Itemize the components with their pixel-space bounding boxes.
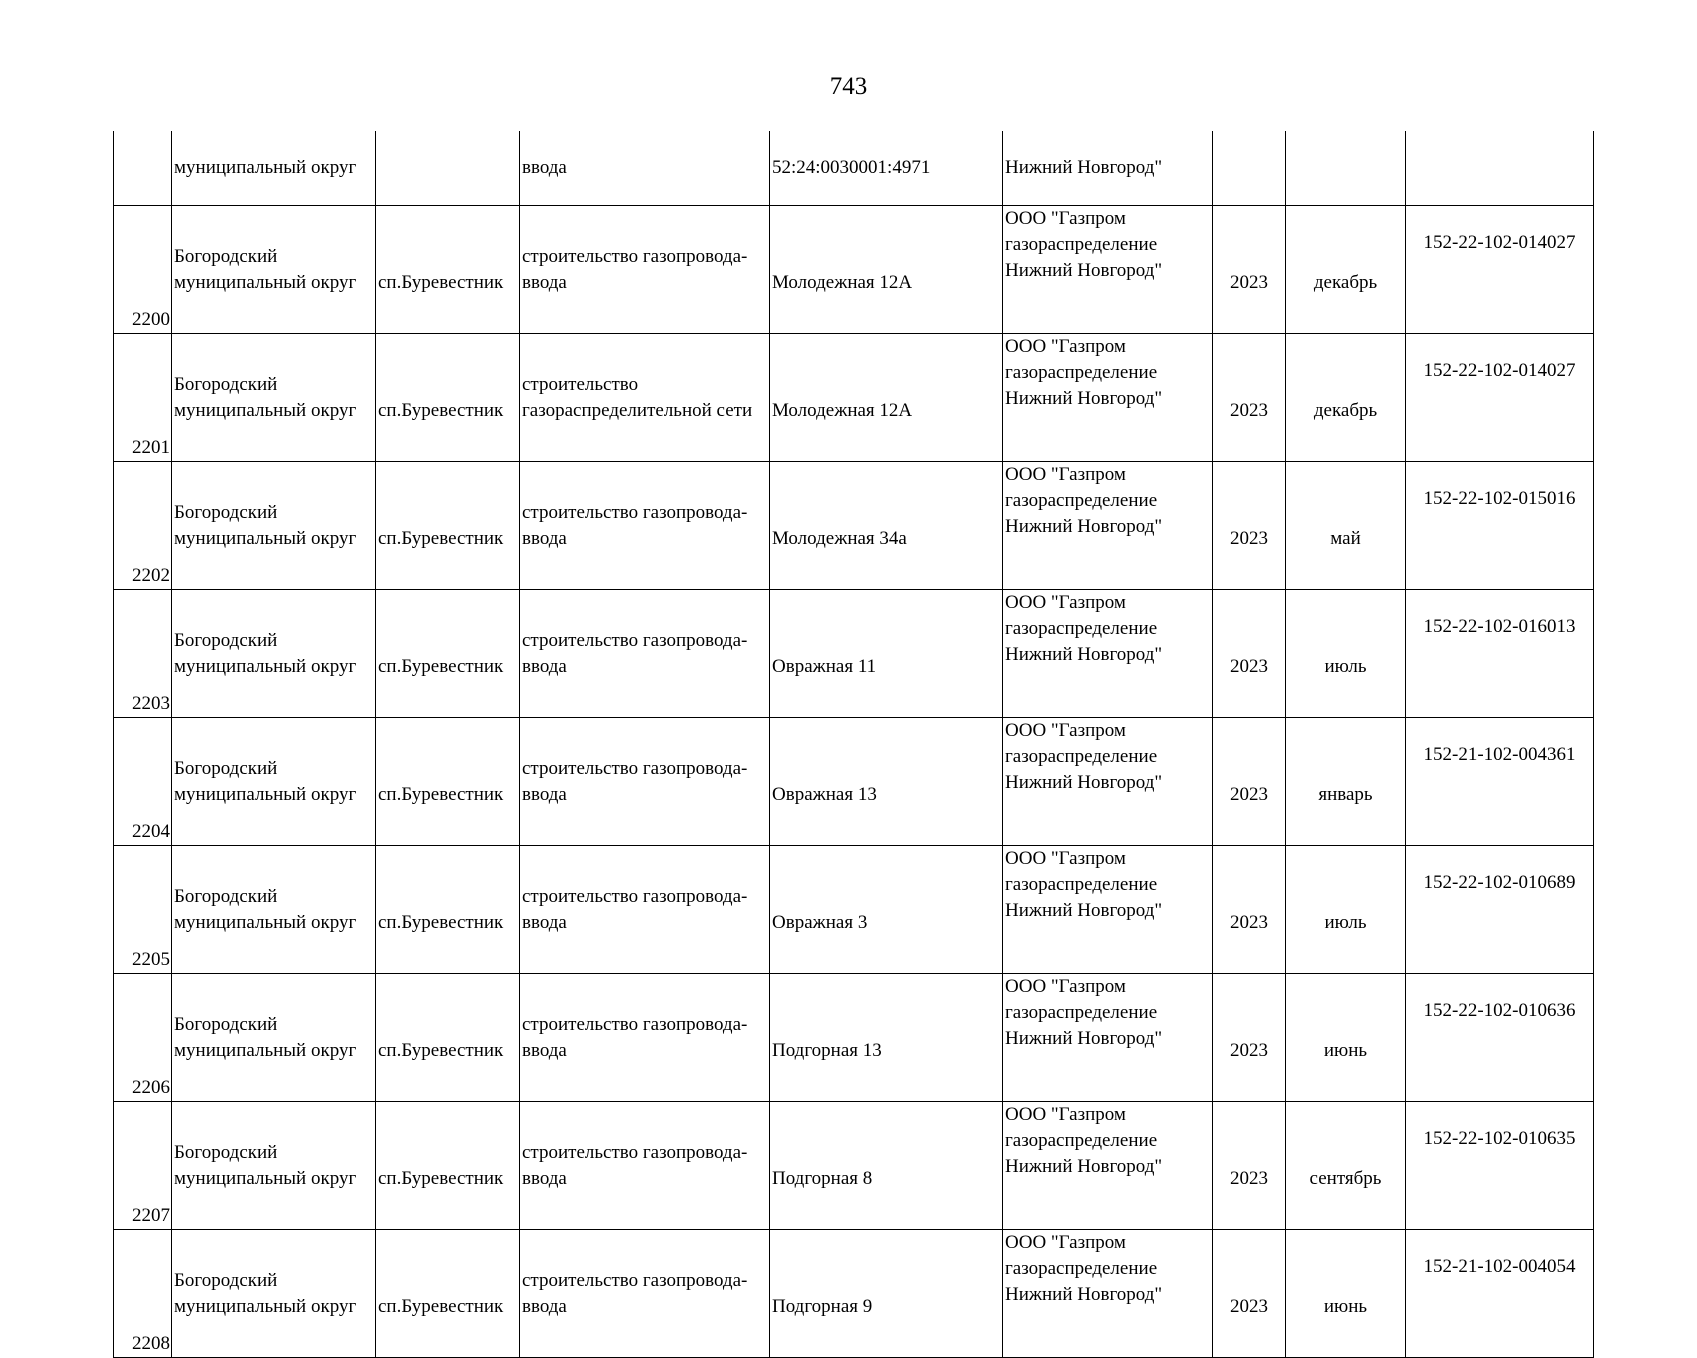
- cell-address: 52:24:0030001:4971: [770, 131, 1003, 206]
- cell-month: [1286, 718, 1406, 846]
- cell-num: 2203: [114, 590, 172, 718]
- cell-month: [1286, 1102, 1406, 1230]
- cell-settlement: сп.Буревестник: [376, 974, 520, 1102]
- cell-address: Овражная 3: [770, 846, 1003, 974]
- cell-year: [1213, 206, 1286, 334]
- cell-year-text: 2023: [1230, 527, 1268, 549]
- cell-num: 2204: [114, 718, 172, 846]
- cell-address: Овражная 13: [770, 718, 1003, 846]
- cell-address: Молодежная 34а: [770, 462, 1003, 590]
- cell-month: [1286, 462, 1406, 590]
- cell-settlement: сп.Буревестник: [376, 206, 520, 334]
- cell-num: 2201: [114, 334, 172, 462]
- cell-work: строительство газопровода- ввода: [520, 590, 770, 718]
- cell-num: 2206: [114, 974, 172, 1102]
- cell-month-text: июль: [1324, 655, 1367, 677]
- cell-organization: ООО "Газпром газораспределение Нижний Новгород": [1003, 206, 1213, 334]
- cell-settlement: сп.Буревестник: [376, 590, 520, 718]
- cell-month: [1286, 590, 1406, 718]
- cell-month-text: декабрь: [1313, 399, 1378, 421]
- table-row: [114, 206, 1594, 334]
- table-row: [114, 590, 1594, 718]
- cell-code: 152-22-102-015016: [1406, 462, 1594, 590]
- cell-district: Богородский муниципальный округ: [172, 1102, 376, 1230]
- cell-organization: ООО "Газпром газораспределение Нижний Новгород": [1003, 462, 1213, 590]
- cell-settlement: сп.Буревестник: [376, 846, 520, 974]
- cell-month: [1286, 974, 1406, 1102]
- cell-year-text: 2023: [1230, 1295, 1268, 1317]
- cell-month-text: сентябрь: [1309, 1167, 1382, 1189]
- cell-work: строительство газораспределительной сети: [520, 334, 770, 462]
- cell-code: 152-22-102-014027: [1406, 206, 1594, 334]
- cell-code: [1406, 131, 1594, 206]
- cell-code: 152-22-102-016013: [1406, 590, 1594, 718]
- gas-works-table-container: [113, 131, 1594, 1358]
- cell-num: [114, 131, 172, 206]
- cell-district: Богородский муниципальный округ: [172, 846, 376, 974]
- cell-organization: ООО "Газпром газораспределение Нижний Новгород": [1003, 846, 1213, 974]
- cell-code: 152-22-102-014027: [1406, 334, 1594, 462]
- cell-district: Богородский муниципальный округ: [172, 334, 376, 462]
- cell-code: 152-21-102-004054: [1406, 1230, 1594, 1358]
- cell-work: строительство газопровода- ввода: [520, 974, 770, 1102]
- table-row: [114, 1102, 1594, 1230]
- cell-address: Овражная 11: [770, 590, 1003, 718]
- cell-code: 152-22-102-010635: [1406, 1102, 1594, 1230]
- cell-month: [1286, 131, 1406, 206]
- cell-month: [1286, 1230, 1406, 1358]
- table-row: [114, 718, 1594, 846]
- cell-settlement: сп.Буревестник: [376, 334, 520, 462]
- cell-month-text: июнь: [1323, 1039, 1368, 1061]
- cell-settlement: сп.Буревестник: [376, 718, 520, 846]
- cell-organization: ООО "Газпром газораспределение Нижний Новгород": [1003, 590, 1213, 718]
- cell-organization: ООО "Газпром газораспределение Нижний Новгород": [1003, 334, 1213, 462]
- table-row: [114, 974, 1594, 1102]
- cell-work: строительство газопровода- ввода: [520, 718, 770, 846]
- table-row: [114, 1230, 1594, 1358]
- cell-month-text: июль: [1324, 911, 1367, 933]
- cell-year: [1213, 334, 1286, 462]
- cell-year: [1213, 462, 1286, 590]
- cell-year-text: 2023: [1230, 911, 1268, 933]
- cell-settlement: [376, 131, 520, 206]
- cell-address: Подгорная 13: [770, 974, 1003, 1102]
- cell-num: 2202: [114, 462, 172, 590]
- cell-year-text: 2023: [1230, 1039, 1268, 1061]
- cell-work: строительство газопровода- ввода: [520, 206, 770, 334]
- cell-month-text: декабрь: [1313, 271, 1378, 293]
- cell-month-text: январь: [1318, 783, 1373, 805]
- cell-organization: ООО "Газпром газораспределение Нижний Новгород": [1003, 1102, 1213, 1230]
- table-body: [114, 131, 1594, 1358]
- cell-year-text: 2023: [1230, 399, 1268, 421]
- cell-address: Подгорная 8: [770, 1102, 1003, 1230]
- cell-year: [1213, 718, 1286, 846]
- cell-month-text: июнь: [1323, 1295, 1368, 1317]
- cell-year-text: 2023: [1230, 1167, 1268, 1189]
- cell-organization: ООО "Газпром газораспределение Нижний Новгород": [1003, 974, 1213, 1102]
- cell-organization: ООО "Газпром газораспределение Нижний Новгород": [1003, 718, 1213, 846]
- table-row: [114, 846, 1594, 974]
- cell-district: Богородский муниципальный округ: [172, 206, 376, 334]
- cell-year-text: 2023: [1230, 783, 1268, 805]
- cell-year: [1213, 974, 1286, 1102]
- cell-district: Богородский муниципальный округ: [172, 718, 376, 846]
- page-number: 743: [829, 73, 868, 100]
- cell-district: Богородский муниципальный округ: [172, 974, 376, 1102]
- cell-settlement: сп.Буревестник: [376, 1230, 520, 1358]
- cell-work: строительство газопровода- ввода: [520, 1102, 770, 1230]
- cell-code: 152-22-102-010636: [1406, 974, 1594, 1102]
- cell-year: [1213, 590, 1286, 718]
- cell-organization: ООО "Газпром газораспределение Нижний Новгород": [1003, 1230, 1213, 1358]
- cell-month-text: май: [1330, 527, 1361, 549]
- cell-district: Богородский муниципальный округ: [172, 462, 376, 590]
- cell-organization: Нижний Новгород": [1003, 131, 1213, 206]
- cell-work: ввода: [520, 131, 770, 206]
- cell-district: муниципальный округ: [172, 131, 376, 206]
- cell-month: [1286, 206, 1406, 334]
- cell-work: строительство газопровода- ввода: [520, 1230, 770, 1358]
- cell-year: [1213, 131, 1286, 206]
- cell-num: 2208: [114, 1230, 172, 1358]
- cell-work: строительство газопровода- ввода: [520, 462, 770, 590]
- cell-address: Подгорная 9: [770, 1230, 1003, 1358]
- cell-district: Богородский муниципальный округ: [172, 1230, 376, 1358]
- cell-year: [1213, 1102, 1286, 1230]
- cell-year: [1213, 1230, 1286, 1358]
- gas-works-table: [113, 131, 1594, 1358]
- cell-code: 152-21-102-004361: [1406, 718, 1594, 846]
- cell-work: строительство газопровода- ввода: [520, 846, 770, 974]
- cell-num: 2207: [114, 1102, 172, 1230]
- cell-district: Богородский муниципальный округ: [172, 590, 376, 718]
- cell-year-text: 2023: [1230, 655, 1268, 677]
- cell-settlement: сп.Буревестник: [376, 1102, 520, 1230]
- cell-month: [1286, 334, 1406, 462]
- table-row: [114, 462, 1594, 590]
- cell-address: Молодежная 12А: [770, 334, 1003, 462]
- cell-code: 152-22-102-010689: [1406, 846, 1594, 974]
- cell-address: Молодежная 12А: [770, 206, 1003, 334]
- table-row-continued: [114, 131, 1594, 206]
- cell-settlement: сп.Буревестник: [376, 462, 520, 590]
- cell-num: 2205: [114, 846, 172, 974]
- cell-year-text: 2023: [1230, 271, 1268, 293]
- cell-num: 2200: [114, 206, 172, 334]
- cell-year: [1213, 846, 1286, 974]
- table-row: [114, 334, 1594, 462]
- cell-month: [1286, 846, 1406, 974]
